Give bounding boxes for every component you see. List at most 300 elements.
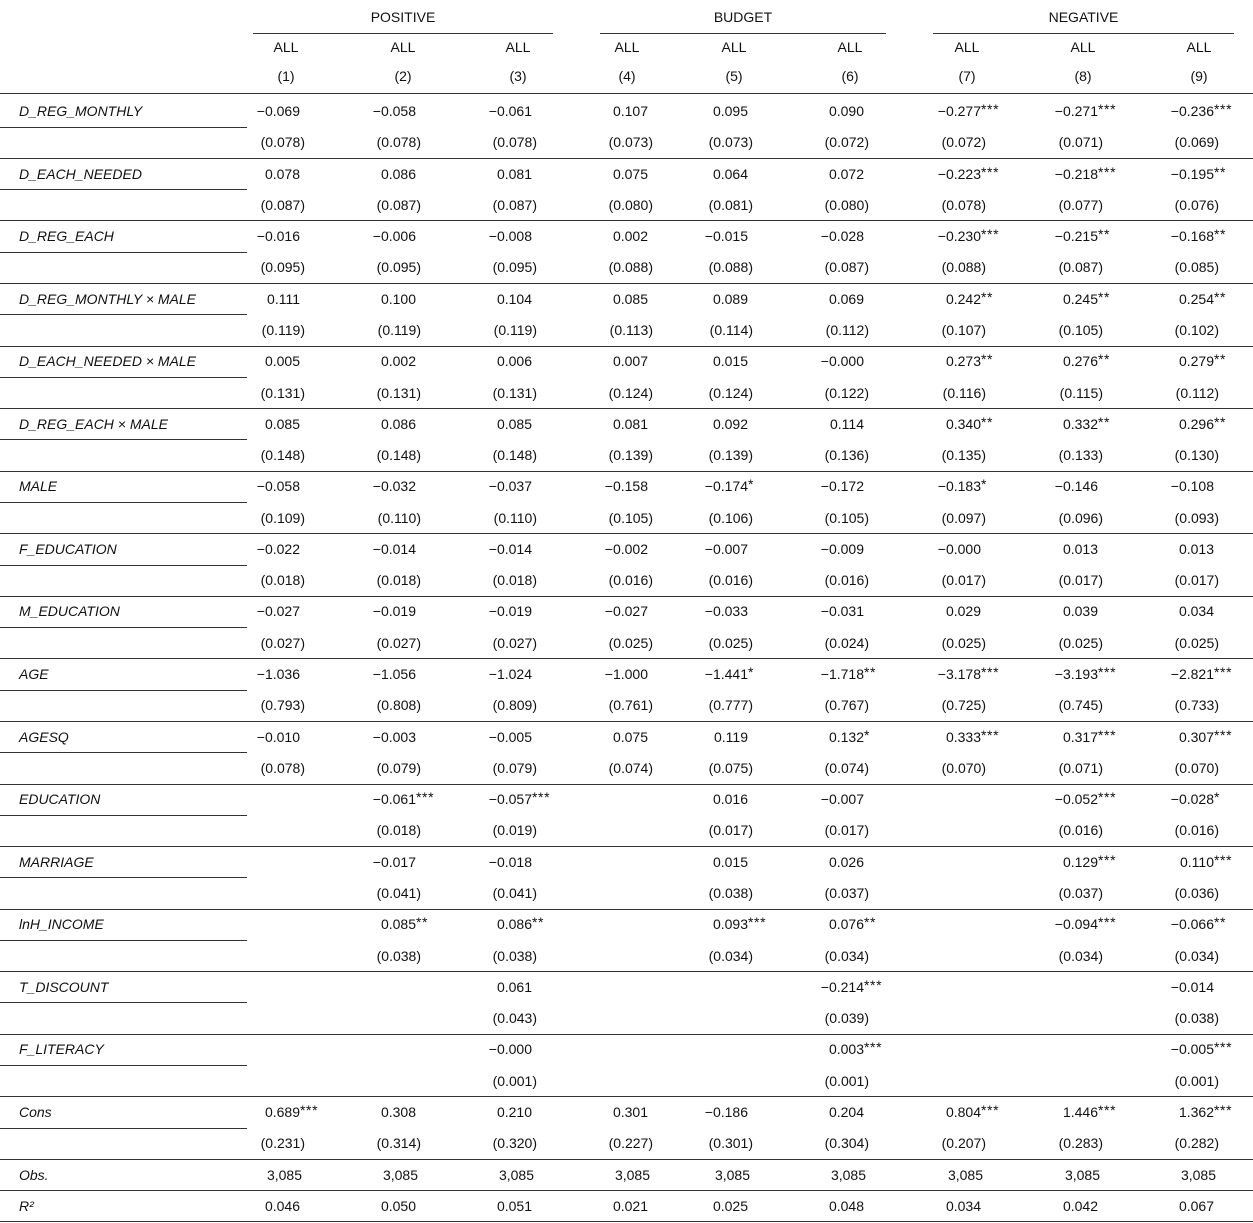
coef-cell <box>1008 101 1117 121</box>
coef-value: 0.279 <box>1178 353 1214 369</box>
row-divider <box>0 408 1253 409</box>
coef-value: −0.015 <box>704 228 748 244</box>
coef-value: 0.086 <box>380 166 416 182</box>
coef-cell <box>442 1039 532 1059</box>
r-squared-value: 0.067 <box>1178 1198 1214 1214</box>
coef-cell <box>774 414 864 434</box>
label-divider <box>0 502 247 503</box>
std-error: (0.001) <box>1174 1073 1219 1089</box>
significance-stars: ** <box>981 289 994 305</box>
std-error: (0.131) <box>376 385 421 401</box>
coef-value: 0.072 <box>828 166 864 182</box>
coef-cell <box>442 476 532 496</box>
coef-cell <box>442 226 532 246</box>
coef-cell <box>1008 789 1117 809</box>
significance-stars: * <box>748 664 755 680</box>
coef-value: −0.000 <box>937 541 981 557</box>
coef-cell <box>1124 1102 1233 1122</box>
coef-value: −0.052 <box>1054 791 1098 807</box>
r-squared-value: 0.048 <box>828 1198 864 1214</box>
coef-cell <box>1008 852 1117 872</box>
coef-cell <box>558 414 648 434</box>
coef-cell <box>774 727 871 747</box>
coef-cell <box>1008 164 1117 184</box>
std-error: (0.041) <box>376 885 421 901</box>
label-divider <box>0 377 247 378</box>
coef-value: −0.230 <box>937 228 981 244</box>
std-error: (0.078) <box>260 760 305 776</box>
coef-cell <box>558 539 648 559</box>
std-error: (0.018) <box>376 822 421 838</box>
coef-value: −0.223 <box>937 166 981 182</box>
coef-value: −0.037 <box>488 478 532 494</box>
coef-value: −0.058 <box>372 103 416 119</box>
coef-value: 0.089 <box>712 291 748 307</box>
coef-cell <box>1124 789 1221 809</box>
significance-stars: *** <box>532 789 551 805</box>
group-header-budget: BUDGET <box>713 9 773 25</box>
coef-cell <box>442 852 532 872</box>
std-error: (0.025) <box>608 635 653 651</box>
coef-value: 0.340 <box>945 416 981 432</box>
std-error: (0.074) <box>608 760 653 776</box>
coef-cell <box>558 664 648 684</box>
coef-cell <box>774 1102 864 1122</box>
coef-value: 0.245 <box>1062 291 1098 307</box>
coef-cell <box>658 789 748 809</box>
std-error: (0.041) <box>492 885 537 901</box>
coef-value: −0.172 <box>820 478 864 494</box>
coef-cell <box>891 351 994 371</box>
group-underline <box>933 33 1234 34</box>
row-divider <box>0 1190 1253 1191</box>
std-error: (0.072) <box>824 134 869 150</box>
label-divider <box>0 627 247 628</box>
std-error: (0.078) <box>492 134 537 150</box>
coef-cell <box>1008 414 1111 434</box>
row-divider <box>0 721 1253 722</box>
coef-cell <box>1008 226 1111 246</box>
significance-stars: *** <box>864 977 883 993</box>
coef-cell <box>891 1102 1000 1122</box>
std-error: (0.069) <box>1174 134 1219 150</box>
coef-value: −0.058 <box>256 478 300 494</box>
coef-value: 0.307 <box>1178 729 1214 745</box>
std-error: (0.080) <box>608 197 653 213</box>
coef-value: 0.076 <box>828 916 864 932</box>
coef-cell <box>891 164 1000 184</box>
std-error: (0.016) <box>608 572 653 588</box>
coef-value: 0.242 <box>945 291 981 307</box>
label-divider <box>0 877 247 878</box>
significance-stars: ** <box>532 914 545 930</box>
coef-value: −0.168 <box>1170 228 1214 244</box>
significance-stars: ** <box>1214 226 1227 242</box>
std-error: (0.017) <box>1174 572 1219 588</box>
coef-cell <box>558 289 648 309</box>
coef-cell <box>1008 289 1111 309</box>
coef-value: 0.039 <box>1062 603 1098 619</box>
row-divider <box>0 1096 1253 1097</box>
coef-cell <box>442 601 532 621</box>
std-error: (0.038) <box>708 885 753 901</box>
coef-cell <box>1008 476 1098 496</box>
coef-cell <box>658 914 767 934</box>
coef-value: 1.446 <box>1062 1104 1098 1120</box>
variable-label: D_EACH_NEEDED <box>19 166 142 182</box>
coef-value: 0.296 <box>1178 416 1214 432</box>
coef-value: −0.218 <box>1054 166 1098 182</box>
coef-cell <box>891 539 981 559</box>
coef-cell <box>442 289 532 309</box>
std-error: (0.088) <box>941 259 986 275</box>
coef-cell <box>1124 601 1214 621</box>
coef-value: 0.085 <box>496 416 532 432</box>
coef-value: 0.086 <box>496 916 532 932</box>
coef-cell <box>326 289 416 309</box>
coef-cell <box>558 727 648 747</box>
sample-label: ALL <box>837 39 863 55</box>
coef-cell <box>442 1102 532 1122</box>
significance-stars: ** <box>1098 289 1111 305</box>
coef-cell <box>1124 351 1227 371</box>
std-error: (0.034) <box>1174 948 1219 964</box>
std-error: (0.110) <box>493 510 537 526</box>
std-error: (0.018) <box>492 572 537 588</box>
std-error: (0.148) <box>492 447 537 463</box>
coef-cell <box>442 101 532 121</box>
coef-value: −1.036 <box>256 666 300 682</box>
r-squared-value: 0.042 <box>1062 1198 1098 1214</box>
std-error: (0.114) <box>709 322 753 338</box>
label-divider <box>0 439 247 440</box>
std-error: (0.135) <box>941 447 986 463</box>
row-divider <box>0 471 1253 472</box>
coef-cell <box>658 601 748 621</box>
model-number: (7) <box>958 68 976 84</box>
coef-value: −1.056 <box>372 666 416 682</box>
sample-label: ALL <box>614 39 640 55</box>
std-error: (0.761) <box>608 697 653 713</box>
coef-cell <box>1124 852 1233 872</box>
coef-cell <box>774 164 864 184</box>
coef-value: 0.015 <box>712 353 748 369</box>
std-error: (0.096) <box>1058 510 1103 526</box>
coef-value: 0.069 <box>828 291 864 307</box>
std-error: (0.207) <box>941 1135 986 1151</box>
significance-stars: ** <box>981 414 994 430</box>
sample-label: ALL <box>721 39 747 55</box>
coef-value: −1.718 <box>820 666 864 682</box>
coef-value: 0.034 <box>1178 603 1214 619</box>
coef-cell <box>210 289 300 309</box>
coef-value: −0.022 <box>256 541 300 557</box>
std-error: (0.105) <box>1058 322 1103 338</box>
coef-cell <box>442 164 532 184</box>
significance-stars: * <box>748 476 755 492</box>
coef-cell <box>442 414 532 434</box>
sample-label: ALL <box>273 39 299 55</box>
std-error: (0.027) <box>260 635 305 651</box>
coef-value: −0.271 <box>1054 103 1098 119</box>
row-divider <box>0 283 1253 284</box>
coef-cell <box>891 414 994 434</box>
coef-value: 0.081 <box>612 416 648 432</box>
std-error: (0.105) <box>824 510 869 526</box>
coef-cell <box>326 727 416 747</box>
row-divider <box>0 971 1253 972</box>
row-divider <box>0 658 1253 659</box>
coef-cell <box>326 664 416 684</box>
std-error: (0.087) <box>376 197 421 213</box>
sample-label: ALL <box>954 39 980 55</box>
std-error: (0.037) <box>824 885 869 901</box>
variable-label: MALE <box>19 478 58 494</box>
std-error: (0.025) <box>1058 635 1103 651</box>
row-divider <box>0 1034 1253 1035</box>
row-divider <box>0 93 1253 94</box>
coef-cell <box>1124 289 1227 309</box>
coef-value: 0.114 <box>830 416 864 432</box>
std-error: (0.037) <box>1058 885 1103 901</box>
std-error: (0.148) <box>376 447 421 463</box>
group-underline <box>253 33 553 34</box>
r-squared-value: 0.025 <box>712 1198 748 1214</box>
coef-value: −0.008 <box>488 228 532 244</box>
significance-stars: *** <box>981 164 1000 180</box>
coef-cell <box>210 226 300 246</box>
std-error: (0.088) <box>708 259 753 275</box>
std-error: (0.027) <box>492 635 537 651</box>
coef-cell <box>442 727 532 747</box>
coef-cell <box>1008 601 1098 621</box>
coef-value: −0.014 <box>372 541 416 557</box>
coef-value: 0.301 <box>612 1104 648 1120</box>
significance-stars: *** <box>981 664 1000 680</box>
coef-cell <box>891 664 1000 684</box>
coef-value: −0.094 <box>1054 916 1098 932</box>
std-error: (0.119) <box>377 322 421 338</box>
significance-stars: * <box>981 476 988 492</box>
coef-cell <box>326 476 416 496</box>
label-divider <box>0 1002 247 1003</box>
coef-value: 0.110 <box>1180 854 1214 870</box>
significance-stars: *** <box>981 226 1000 242</box>
std-error: (0.070) <box>1174 760 1219 776</box>
std-error: (0.087) <box>1058 259 1103 275</box>
std-error: (0.093) <box>1174 510 1219 526</box>
coef-cell <box>442 977 532 997</box>
significance-stars: *** <box>748 914 767 930</box>
coef-cell <box>891 289 994 309</box>
label-divider <box>0 815 247 816</box>
group-header-negative: NEGATIVE <box>1048 9 1119 25</box>
variable-label: M_EDUCATION <box>19 603 120 619</box>
std-error: (0.809) <box>492 697 537 713</box>
coef-value: −0.108 <box>1170 478 1214 494</box>
std-error: (0.745) <box>1058 697 1103 713</box>
std-error: (0.119) <box>493 322 537 338</box>
coef-value: 0.075 <box>612 166 648 182</box>
coef-cell <box>210 727 300 747</box>
std-error: (0.131) <box>260 385 305 401</box>
std-error: (0.027) <box>376 635 421 651</box>
coef-value: −0.183 <box>937 478 981 494</box>
coef-value: −0.014 <box>1170 979 1214 995</box>
coef-value: −0.027 <box>604 603 648 619</box>
coef-value: 0.119 <box>714 729 748 745</box>
coef-cell <box>326 226 416 246</box>
coef-value: 0.002 <box>612 228 648 244</box>
coef-cell <box>891 601 981 621</box>
coef-cell <box>774 664 877 684</box>
coef-value: −0.158 <box>604 478 648 494</box>
sample-label: ALL <box>505 39 531 55</box>
model-number: (3) <box>509 68 527 84</box>
coef-cell <box>558 476 648 496</box>
std-error: (0.301) <box>708 1135 753 1151</box>
coef-cell <box>891 476 988 496</box>
coef-cell <box>326 539 416 559</box>
coef-value: −0.057 <box>488 791 532 807</box>
row-divider <box>0 533 1253 534</box>
variable-label: MARRIAGE <box>19 854 94 870</box>
coef-value: −0.005 <box>1170 1041 1214 1057</box>
std-error: (0.105) <box>608 510 653 526</box>
significance-stars: *** <box>1098 914 1117 930</box>
r-squared-value: 0.050 <box>380 1198 416 1214</box>
std-error: (0.034) <box>824 948 869 964</box>
model-number: (4) <box>618 68 636 84</box>
coef-cell <box>774 1039 883 1059</box>
coef-cell <box>658 164 748 184</box>
std-error: (0.073) <box>608 134 653 150</box>
significance-stars: *** <box>300 1102 319 1118</box>
std-error: (0.110) <box>377 510 421 526</box>
std-error: (0.088) <box>608 259 653 275</box>
model-number: (6) <box>841 68 859 84</box>
coef-value: −0.214 <box>820 979 864 995</box>
std-error: (0.116) <box>942 385 986 401</box>
label-divider <box>0 1128 247 1129</box>
coef-value: 1.362 <box>1178 1104 1214 1120</box>
coef-value: 0.095 <box>712 103 748 119</box>
coef-value: 0.016 <box>712 791 748 807</box>
coef-value: 0.104 <box>496 291 532 307</box>
group-underline <box>600 33 886 34</box>
coef-cell <box>658 727 748 747</box>
significance-stars: ** <box>981 351 994 367</box>
coef-cell <box>1124 476 1214 496</box>
coef-cell <box>1124 414 1227 434</box>
coef-value: −0.061 <box>372 791 416 807</box>
std-error: (0.025) <box>941 635 986 651</box>
coef-cell <box>558 1102 648 1122</box>
std-error: (0.039) <box>824 1010 869 1026</box>
r-squared-value: 0.034 <box>945 1198 981 1214</box>
std-error: (0.017) <box>824 822 869 838</box>
variable-label: T_DISCOUNT <box>19 979 109 995</box>
std-error: (0.095) <box>376 259 421 275</box>
std-error: (0.016) <box>824 572 869 588</box>
coef-value: 0.111 <box>267 291 300 307</box>
coef-value: 0.129 <box>1062 854 1098 870</box>
coef-cell <box>658 539 748 559</box>
coef-cell <box>658 476 755 496</box>
coef-value: 0.003 <box>828 1041 864 1057</box>
r-squared-label: R² <box>19 1198 34 1214</box>
coef-cell <box>326 1102 416 1122</box>
obs-label: Obs. <box>19 1167 49 1183</box>
obs-value: 3,085 <box>714 1167 750 1183</box>
coef-value: 0.100 <box>380 291 416 307</box>
coef-value: −0.006 <box>372 228 416 244</box>
coef-value: 0.086 <box>380 416 416 432</box>
coef-cell <box>774 226 864 246</box>
significance-stars: ** <box>864 914 877 930</box>
coef-cell <box>1124 977 1214 997</box>
std-error: (0.227) <box>608 1135 653 1151</box>
coef-value: 0.081 <box>496 166 532 182</box>
coef-value: −0.003 <box>372 729 416 745</box>
row-divider <box>0 596 1253 597</box>
significance-stars: *** <box>981 1102 1000 1118</box>
coef-value: 0.085 <box>612 291 648 307</box>
significance-stars: ** <box>1098 226 1111 242</box>
variable-label: lnH_INCOME <box>19 916 104 932</box>
coef-value: 0.317 <box>1062 729 1098 745</box>
std-error: (0.072) <box>941 134 986 150</box>
std-error: (0.122) <box>824 385 869 401</box>
coef-value: 0.210 <box>496 1104 532 1120</box>
coef-cell <box>658 101 748 121</box>
coef-cell <box>658 852 748 872</box>
std-error: (0.113) <box>609 322 653 338</box>
row-divider <box>0 220 1253 221</box>
coef-value: 0.332 <box>1062 416 1098 432</box>
std-error: (0.075) <box>708 760 753 776</box>
std-error: (0.148) <box>260 447 305 463</box>
coef-cell <box>442 789 551 809</box>
significance-stars: *** <box>1098 727 1117 743</box>
std-error: (0.034) <box>708 948 753 964</box>
std-error: (0.074) <box>824 760 869 776</box>
coef-value: 0.273 <box>945 353 981 369</box>
std-error: (0.304) <box>824 1135 869 1151</box>
coef-cell <box>210 414 300 434</box>
coef-value: 0.085 <box>264 416 300 432</box>
std-error: (0.078) <box>941 197 986 213</box>
std-error: (0.808) <box>376 697 421 713</box>
coef-value: −0.028 <box>820 228 864 244</box>
coef-value: 0.075 <box>612 729 648 745</box>
coef-cell <box>210 476 300 496</box>
significance-stars: *** <box>1098 164 1117 180</box>
coef-value: 0.064 <box>712 166 748 182</box>
coef-value: −0.007 <box>820 791 864 807</box>
obs-value: 3,085 <box>1180 1167 1216 1183</box>
coef-value: −0.010 <box>256 729 300 745</box>
std-error: (0.001) <box>824 1073 869 1089</box>
std-error: (0.139) <box>708 447 753 463</box>
coef-cell <box>326 351 416 371</box>
coef-value: 0.804 <box>945 1104 981 1120</box>
coef-value: −0.019 <box>372 603 416 619</box>
std-error: (0.133) <box>1058 447 1103 463</box>
std-error: (0.097) <box>941 510 986 526</box>
coef-value: −1.441 <box>704 666 748 682</box>
coef-value: −2.821 <box>1170 666 1214 682</box>
